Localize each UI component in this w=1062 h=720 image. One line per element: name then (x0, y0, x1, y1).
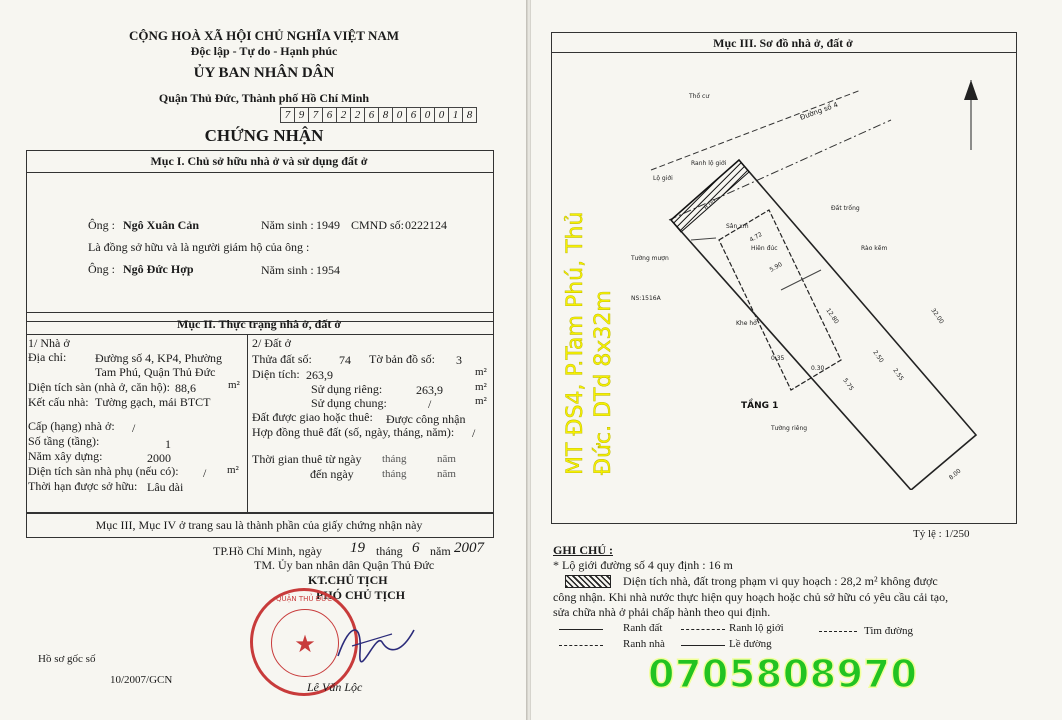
grade: / (132, 421, 136, 435)
site-plan (631, 60, 1011, 490)
dimension-line (691, 238, 716, 240)
signing-day: 19 (350, 540, 365, 556)
owner1-label: Ông : (88, 218, 115, 232)
house-heading: 1/ Nhà ở (28, 336, 70, 350)
plan-label: Khe hở (736, 320, 757, 327)
structure-label: Kết cấu nhà: (28, 395, 89, 409)
signer-name: Lê Văn Lộc (307, 680, 363, 694)
year-label: năm (437, 453, 456, 465)
divider (26, 334, 493, 335)
address-line1: Đường số 4, KP4, Phường (95, 351, 223, 365)
notes-title: GHI CHÚ : (553, 543, 613, 557)
scale-label: Tỷ lệ : 1/250 (913, 528, 970, 540)
plan-dimension: 2.55 (891, 367, 905, 383)
owner2-year: 1954 (316, 263, 340, 277)
divider (551, 52, 1016, 53)
plan-dimension: 8.00 (947, 467, 963, 482)
area-label: Diện tích: (252, 367, 300, 381)
overlay-line2: Đức. DTd 8x32m (591, 290, 616, 475)
pp-label: KT.CHỦ TỊCH (308, 573, 388, 587)
note-road-width: * Lộ giới đường số 4 quy định : 16 m (553, 558, 733, 572)
lease-label: Hợp đồng thuê đất (số, ngày, tháng, năm): (252, 425, 455, 439)
unit-m2: m² (475, 381, 487, 393)
signing-year-label: năm (430, 544, 451, 558)
land-area: 263,9 (306, 368, 333, 382)
street-name: Đường số 4 (798, 100, 840, 122)
parcel-label: Thửa đất số: (252, 352, 312, 366)
lease-from-label: Thời gian thuê từ ngày (252, 452, 362, 466)
month-label: tháng (382, 453, 407, 465)
plan-dimension: 8.00 (702, 197, 718, 212)
plan-label: Hiên đúc (751, 245, 778, 252)
map: 3 (456, 353, 462, 367)
plan-dimension: 0.30 (811, 365, 825, 372)
plan-label: Thổ cư (689, 93, 710, 100)
serial-digit: 8 (379, 108, 393, 122)
legend-road-boundary-line (681, 629, 725, 630)
signing-year: 2007 (454, 540, 484, 556)
owner1-year: 1949 (316, 218, 340, 232)
owner1-year-label: Năm sinh : (261, 218, 314, 232)
lease-to-label: đến ngày (310, 467, 354, 481)
plan-dimension: 0.35 (771, 355, 785, 362)
signing-place: TP.Hồ Chí Minh, ngày (213, 544, 323, 558)
plan-label: Lộ giới (653, 175, 673, 182)
district-heading: Quận Thủ Đức, Thành phố Hồ Chí Minh (158, 91, 370, 105)
section-3-title: Mục III. Sơ đồ nhà ở, đất ở (713, 36, 853, 50)
common-area: / (428, 397, 432, 411)
signature-mark (330, 612, 420, 672)
owner1-name: Ngô Xuân Cản (123, 218, 200, 232)
unit-m2: m² (228, 379, 240, 391)
road-boundary-line (651, 90, 861, 170)
term: Lâu dài (147, 480, 184, 494)
serial-digit: 6 (407, 108, 421, 122)
unit-m2: m² (475, 366, 487, 378)
allocation-label: Đất được giao hoặc thuê: (252, 410, 373, 424)
serial-digit: 9 (295, 108, 309, 122)
dimension-line (781, 270, 821, 290)
floor-label: TẦNG 1 (741, 401, 779, 411)
serial-digit: 6 (365, 108, 379, 122)
signer-role: PHÓ CHỦ TỊCH (316, 588, 406, 602)
built: 2000 (147, 451, 171, 465)
serial-digit: 2 (337, 108, 351, 122)
serial-digit: 7 (309, 108, 323, 122)
plan-label: Rào kẽm (861, 245, 888, 252)
common-label: Sử dụng chung: (311, 396, 387, 410)
plan-dimension: 4.72 (748, 230, 764, 244)
address-line2: Tam Phú, Quận Thủ Đức (95, 365, 216, 379)
month-label: tháng (382, 468, 407, 480)
built-label: Năm xây dựng: (28, 449, 103, 463)
star-icon: ★ (294, 630, 316, 658)
plan-dimension: 2.50 (871, 349, 885, 365)
serial-digit: 6 (323, 108, 337, 122)
legend-road-center: Tim đường (864, 625, 913, 637)
divider (26, 172, 493, 173)
committee-heading: ỦY BAN NHÂN DÂN (193, 65, 335, 81)
owner2-label: Ông : (88, 262, 115, 276)
legend-road-center-line (819, 631, 857, 632)
plan-dimension: 32.00 (929, 307, 945, 326)
grade-label: Cấp (hạng) nhà ở: (28, 419, 115, 433)
serial-number (280, 107, 477, 123)
aux-area: / (203, 466, 207, 480)
allocation: Được công nhận (386, 412, 466, 426)
note-planning-line3: sửa chữa nhà ở phải chấp hành theo qui định. (553, 605, 771, 619)
serial-digit: 2 (351, 108, 365, 122)
aux-area-label: Diện tích sàn nhà phụ (nếu có): (28, 464, 179, 478)
land-heading: 2/ Đất ở (252, 336, 292, 350)
legend-land-line (559, 629, 603, 630)
serial-digit: 1 (449, 108, 463, 122)
national-motto: Độc lập - Tự do - Hạnh phúc (190, 44, 338, 58)
note-planning-area: Diện tích nhà, đất trong phạm vi quy hoạch : 28,2 m² không được (623, 574, 938, 588)
note-planning-line2: công nhận. Khi nhà nước thực hiện quy hoạch hoặc chủ sở hữu có yêu cầu cải tạo, (553, 590, 949, 604)
file-label: Hồ sơ gốc số (38, 653, 96, 665)
unit-m2: m² (227, 464, 239, 476)
certificate-left-page (0, 0, 528, 720)
serial-digit: 7 (281, 108, 295, 122)
floor-area-label: Diện tích sàn (nhà ở, căn hộ): (28, 380, 170, 394)
serial-digit: 0 (393, 108, 407, 122)
plan-label: Sân xm (726, 223, 749, 230)
issuer: TM. Ủy ban nhân dân Quận Thủ Đức (254, 558, 435, 572)
certificate-title: CHỨNG NHẬN (204, 126, 324, 145)
section-1-title: Mục I. Chủ sở hữu nhà ở và sử dụng đất ở (150, 154, 368, 168)
overlay-line1: MT ĐS4, P.Tam Phú, Thủ (563, 211, 588, 475)
phone-number: 0705808970 (648, 652, 918, 696)
legend-house: Ranh nhà (623, 638, 665, 650)
legend-curb-line (681, 645, 725, 646)
plan-dimension: 12.80 (824, 307, 840, 326)
legend-curb: Lề đường (729, 638, 772, 650)
house-outline (719, 210, 841, 390)
column-divider (247, 334, 248, 512)
parcel: 74 (339, 353, 351, 367)
year-label: năm (437, 468, 456, 480)
lot-outline (671, 160, 976, 490)
legend-road-boundary: Ranh lộ giới (729, 622, 784, 634)
serial-digit: 8 (466, 109, 473, 121)
plan-label: Ranh lộ giới (691, 160, 727, 167)
legend-land: Ranh đất (623, 622, 663, 634)
legend-house-line (559, 645, 603, 646)
republic-heading: CỘNG HOÀ XÃ HỘI CHỦ NGHĨA VIỆT NAM (128, 28, 400, 43)
term-label: Thời hạn được sở hữu: (28, 479, 138, 493)
signing-month-label: tháng (376, 544, 403, 558)
plan-dimension: 5.90 (768, 260, 784, 274)
plan-label: Tường riêng (771, 425, 808, 432)
plan-label: Tường mượn (631, 255, 669, 262)
planning-area-hatch (671, 160, 749, 232)
floors: 1 (165, 437, 171, 451)
seal-text: QUẬN THỦ ĐỨC (275, 595, 333, 603)
section-2-title: Mục II. Thực trạng nhà ở, đất ở (177, 317, 341, 331)
owner1-id-label: CMND số: (351, 218, 405, 232)
lease: / (472, 426, 476, 440)
owner2-name: Ngô Đức Hợp (123, 262, 194, 276)
file-number: 10/2007/GCN (110, 674, 173, 686)
owner2-year-label: Năm sinh : (261, 263, 314, 277)
listing-overlay-text (560, 150, 620, 480)
address-label: Địa chỉ: (28, 350, 67, 364)
plan-label: Đất trống (831, 205, 860, 212)
signing-month: 6 (412, 540, 420, 556)
unit-m2: m² (475, 395, 487, 407)
footer-note: Mục III, Mục IV ở trang sau là thành phần của giấy chứng nhận này (95, 518, 423, 532)
plan-dimension: 5.75 (841, 377, 855, 393)
owner1-id: 0222124 (405, 218, 447, 232)
hatch-legend-swatch (565, 575, 611, 588)
private-label: Sử dụng riêng: (311, 382, 383, 396)
floor-area: 88,6 (175, 381, 196, 395)
serial-digit: 0 (421, 108, 435, 122)
structure: Tường gạch, mái BTCT (95, 395, 211, 409)
serial-digit: 0 (435, 108, 449, 122)
private-area: 263,9 (416, 383, 443, 397)
north-arrow-head (964, 80, 978, 100)
plan-label: NS:1516A (631, 295, 661, 302)
floors-label: Số tầng (tầng): (28, 434, 100, 448)
guardian-note: Là đồng sở hữu và là người giám hộ của ông : (88, 240, 310, 254)
map-label: Tờ bản đồ số: (369, 352, 436, 366)
section-1-box (26, 150, 494, 322)
